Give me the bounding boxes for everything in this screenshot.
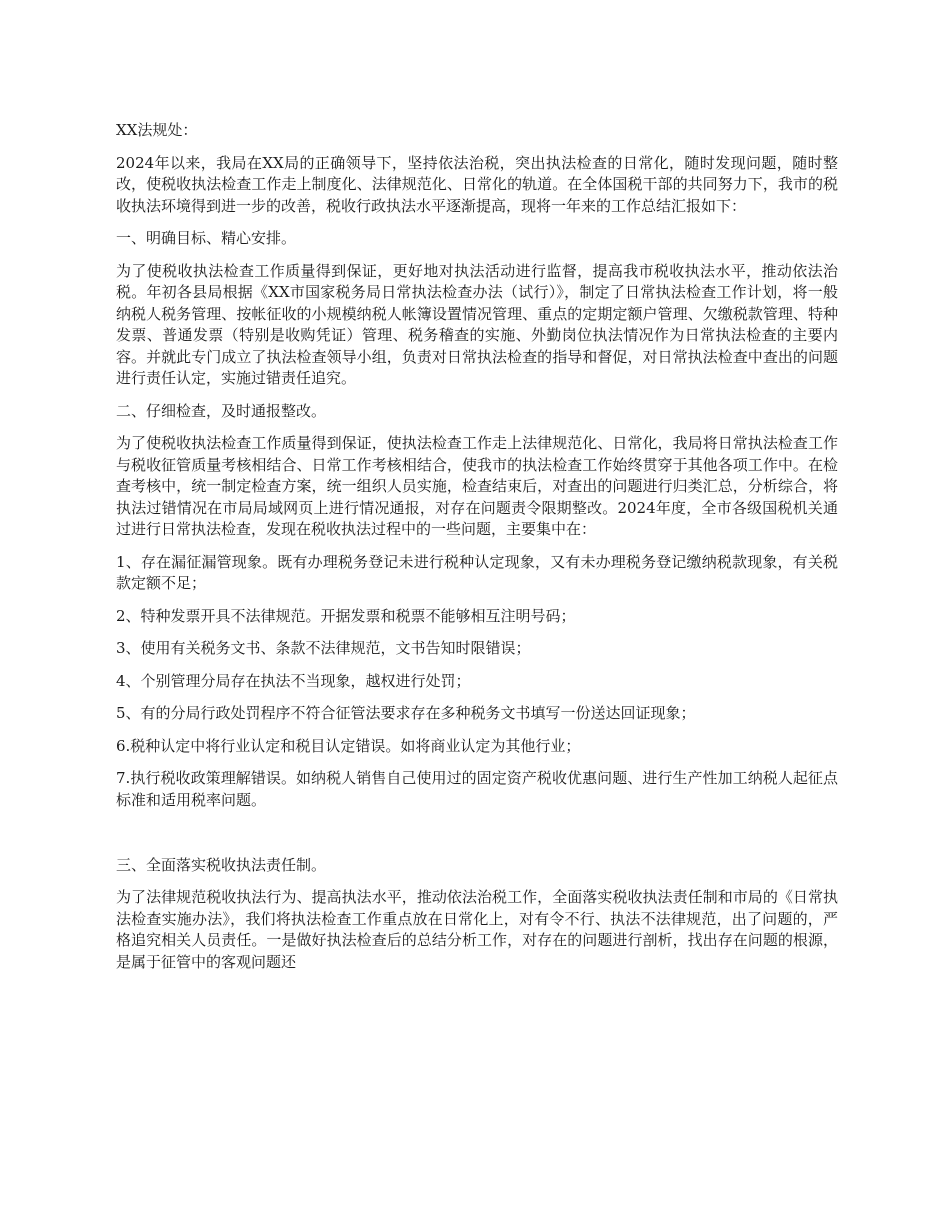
section1-body: 为了使税收执法检查工作质量得到保证，更好地对执法活动进行监督，提高我市税收执法水平，推动依法治税。年初各县局根据《XX市国家税务局日常执法检查办法（试行）》，制定了日常执法检查工作计划，将一般纳税人税务管理、按帐征收的小规模纳税人帐簿设置情况管理、重点的定期定额户管理、欠缴税款管理、特种发票、普通发票（特别是收购凭证）管理、税务稽查的实施、外勤岗位执法情况作为日常执法检查的主要内容。并就此专门成立了执法检查领导小组，负责对日常执法检查的指导和督促，对日常执法检查中查出的问题进行责任认定，实施过错责任追究。 [116,261,838,387]
issue-item-2: 2、特种发票开具不法律规范。开据发票和税票不能够相互注明号码； [116,606,576,625]
issue-item-6: 6.税种认定中将行业认定和税目认定错误。如将商业认定为其他行业； [116,736,581,755]
section2-heading: 二、仔细检查，及时通报整改。 [116,401,327,420]
issue-item-1: 1、存在漏征漏管现象。既有办理税务登记未进行税种认定现象，又有未办理税务登记缴纳税款现象，有关税款定额不足； [116,552,838,592]
issue-item-3: 3、使用有关税务文书、条款不法律规范，文书告知时限错误； [116,639,531,657]
intro-paragraph: 2024年以来，我局在XX局的正确领导下，坚持依法治税，突出执法检查的日常化，随时发现问题，随时整改，使税收执法检查工作走上制度化、法律规范化、日常化的轨道。在全体国税干部的共同努力下，我市的税收执法环境得到进一步的改善，税收行政执法水平逐渐提高，现将一年来的工作总结汇报如下： [116,153,838,215]
salutation: XX法规处： [116,121,198,139]
section3-body: 为了法律规范税收执法行为、提高执法水平，推动依法治税工作，全面落实税收执法责任制和市局的《日常执法检查实施办法》，我们将执法检查工作重点放在日常化上，对有令不行、执法不法律规范，出了问题的，严格追究相关人员责任。一是做好执法检查后的总结分析工作，对存在的问题进行剖析，找出存在问题的根源，是属于征管中的客观问题还 [116,888,838,971]
issue-item-7: 7.执行税收政策理解错误。如纳税人销售自己使用过的固定资产税收优惠问题、进行生产性加工纳税人起征点标准和适用税率问题。 [116,769,838,809]
issue-item-4: 4、个别管理分局存在执法不当现象，越权进行处罚； [116,671,471,690]
section2-body: 为了使税收执法检查工作质量得到保证，使执法检查工作走上法律规范化、日常化，我局将日常执法检查工作与税收征管质量考核相结合、日常工作考核相结合，使我市的执法检查工作始终贯穿于其他各项工作中。在检查考核中，统一制定检查方案，统一组织人员实施，检查结束后，对查出的问题进行归类汇总，分析综合，将执法过错情况在市局局域网页上进行情况通报，对存在问题责令限期整改。2024年度，全市各级国税机关通过进行日常执法检查，发现在税收执法过程中的一些问题，主要集中在： [116,434,838,538]
section1-heading: 一、明确目标、精心安排。 [116,229,297,247]
issue-item-5: 5、有的分局行政处罚程序不符合征管法要求存在多种税务文书填写一份送达回证现象； [116,704,696,722]
section3-heading: 三、全面落实税收执法责任制。 [116,855,327,874]
blank-line [116,822,838,844]
document-page [116,120,838,984]
